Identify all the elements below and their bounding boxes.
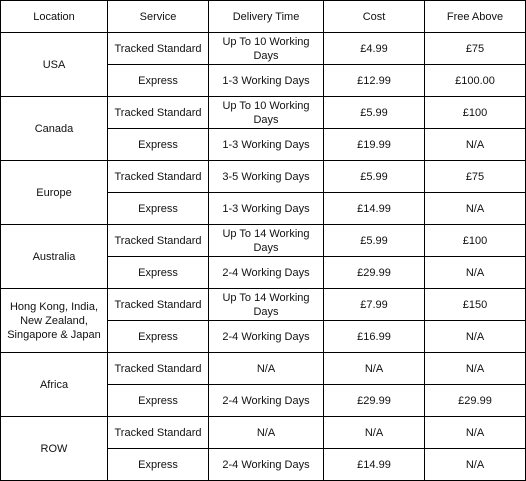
cost-cell: £5.99 [324,161,425,193]
service-cell: Tracked Standard [108,33,209,65]
cost-cell: £14.99 [324,449,425,481]
delivery-time-cell: 3-5 Working Days [209,161,324,193]
cost-cell: £29.99 [324,385,425,417]
cost-cell: £14.99 [324,193,425,225]
table-body [1,33,526,481]
header-location: Location [1,1,108,33]
header-cost: Cost [324,1,425,33]
table-row [1,417,526,449]
free-above-cell: N/A [425,353,526,385]
location-cell: ROW [1,417,108,481]
service-cell: Tracked Standard [108,353,209,385]
free-above-cell: £75 [425,161,526,193]
location-cell: Canada [1,97,108,161]
table-row [1,33,526,65]
service-cell: Express [108,321,209,353]
location-cell: Europe [1,161,108,225]
table-row [1,353,526,385]
cost-cell: £16.99 [324,321,425,353]
header-delivery-time: Delivery Time [209,1,324,33]
service-cell: Tracked Standard [108,225,209,257]
service-cell: Tracked Standard [108,161,209,193]
free-above-cell: £150 [425,289,526,321]
delivery-time-cell: 1-3 Working Days [209,129,324,161]
table-row [1,161,526,193]
free-above-cell: N/A [425,129,526,161]
free-above-cell: N/A [425,193,526,225]
service-cell: Tracked Standard [108,289,209,321]
location-cell: USA [1,33,108,97]
cost-cell: N/A [324,353,425,385]
service-cell: Express [108,385,209,417]
delivery-time-cell: N/A [209,417,324,449]
free-above-cell: £100 [425,97,526,129]
delivery-time-cell: Up To 14 Working Days [209,289,324,321]
cost-cell: £5.99 [324,225,425,257]
service-cell: Express [108,129,209,161]
delivery-time-cell: 2-4 Working Days [209,385,324,417]
service-cell: Express [108,449,209,481]
header-service: Service [108,1,209,33]
header-row [1,1,526,33]
delivery-time-cell: Up To 10 Working Days [209,97,324,129]
service-cell: Tracked Standard [108,97,209,129]
cost-cell: £5.99 [324,97,425,129]
service-cell: Express [108,193,209,225]
table-row [1,97,526,129]
free-above-cell: N/A [425,257,526,289]
cost-cell: £19.99 [324,129,425,161]
service-cell: Express [108,65,209,97]
free-above-cell: £100.00 [425,65,526,97]
free-above-cell: £100 [425,225,526,257]
cost-cell: £7.99 [324,289,425,321]
location-cell: Hong Kong, India, New Zealand, Singapore & Japan [1,289,108,353]
free-above-cell: N/A [425,417,526,449]
service-cell: Tracked Standard [108,417,209,449]
cost-cell: £4.99 [324,33,425,65]
delivery-time-cell: 2-4 Working Days [209,257,324,289]
header-free-above: Free Above [425,1,526,33]
service-cell: Express [108,257,209,289]
free-above-cell: £75 [425,33,526,65]
table-row [1,225,526,257]
delivery-time-cell: 2-4 Working Days [209,321,324,353]
delivery-time-cell: 1-3 Working Days [209,65,324,97]
delivery-time-cell: N/A [209,353,324,385]
free-above-cell: N/A [425,321,526,353]
table-row [1,289,526,321]
delivery-time-cell: Up To 10 Working Days [209,33,324,65]
delivery-time-cell: Up To 14 Working Days [209,225,324,257]
cost-cell: £29.99 [324,257,425,289]
free-above-cell: N/A [425,449,526,481]
cost-cell: N/A [324,417,425,449]
free-above-cell: £29.99 [425,385,526,417]
location-cell: Africa [1,353,108,417]
cost-cell: £12.99 [324,65,425,97]
location-cell: Australia [1,225,108,289]
delivery-time-cell: 1-3 Working Days [209,193,324,225]
delivery-time-cell: 2-4 Working Days [209,449,324,481]
